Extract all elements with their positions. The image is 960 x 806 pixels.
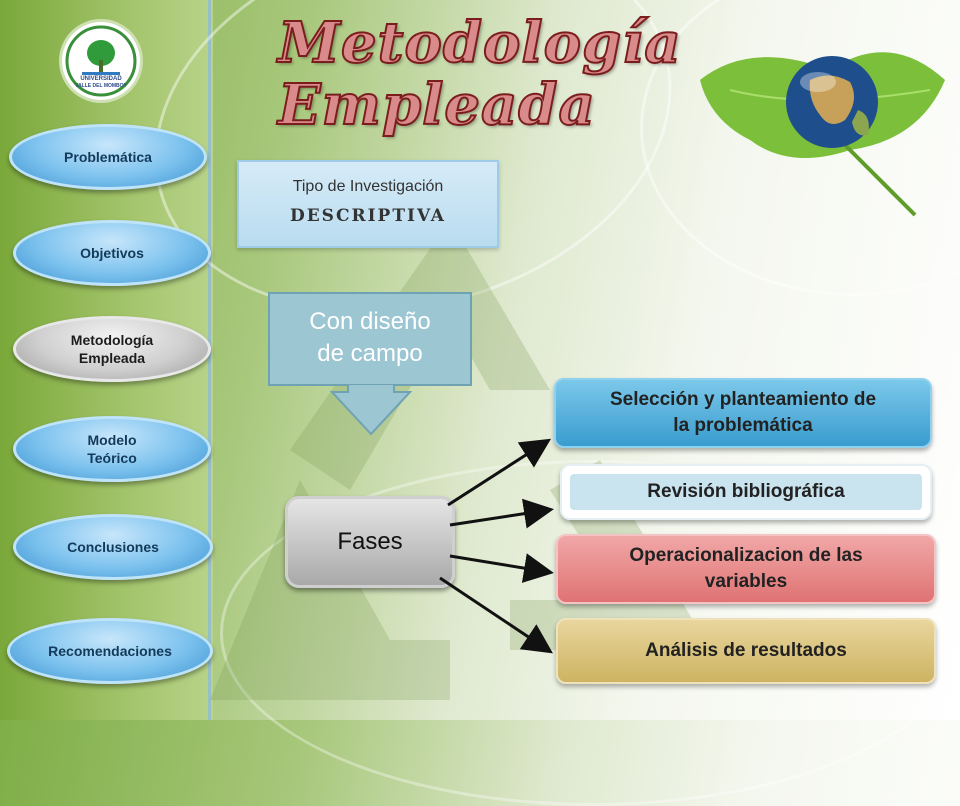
tipo-investigacion-value: DESCRIPTIVA (289, 206, 447, 226)
globe-on-leaf-icon (690, 20, 950, 220)
nav-conclusiones-button[interactable]: Conclusiones (13, 514, 213, 580)
tipo-investigacion-box (237, 160, 499, 248)
phase-operacionalizacion-box: Operacionalizacion de las variables (556, 534, 936, 604)
nav-problematica-button[interactable]: Problemática (9, 124, 207, 190)
nav-metodologia-button[interactable]: Metodología Empleada (13, 316, 211, 382)
nav-objetivos-button[interactable]: Objetivos (13, 220, 211, 286)
logo-text-line1: UNIVERSIDAD (80, 76, 122, 82)
phase-analisis-box: Análisis de resultados (556, 618, 936, 684)
nav-modelo-teorico-button[interactable]: Modelo Teórico (13, 416, 211, 482)
diseno-campo-callout: Con diseño de campo (268, 292, 472, 386)
page-title: Metodología Empleada (278, 10, 682, 138)
fases-box: Fases (285, 496, 455, 588)
phase-revision-box (560, 464, 932, 520)
phase-revision-label: Revisión bibliográfica (570, 474, 922, 510)
nav-recomendaciones-button[interactable]: Recomendaciones (7, 618, 213, 684)
phase-seleccion-box: Selección y planteamiento de la problemática (554, 378, 932, 448)
down-arrow-icon (330, 384, 412, 436)
logo-text-line2: VALLE DEL MOMBOY (75, 83, 127, 89)
tipo-investigacion-label: Tipo de Investigación (292, 178, 444, 195)
